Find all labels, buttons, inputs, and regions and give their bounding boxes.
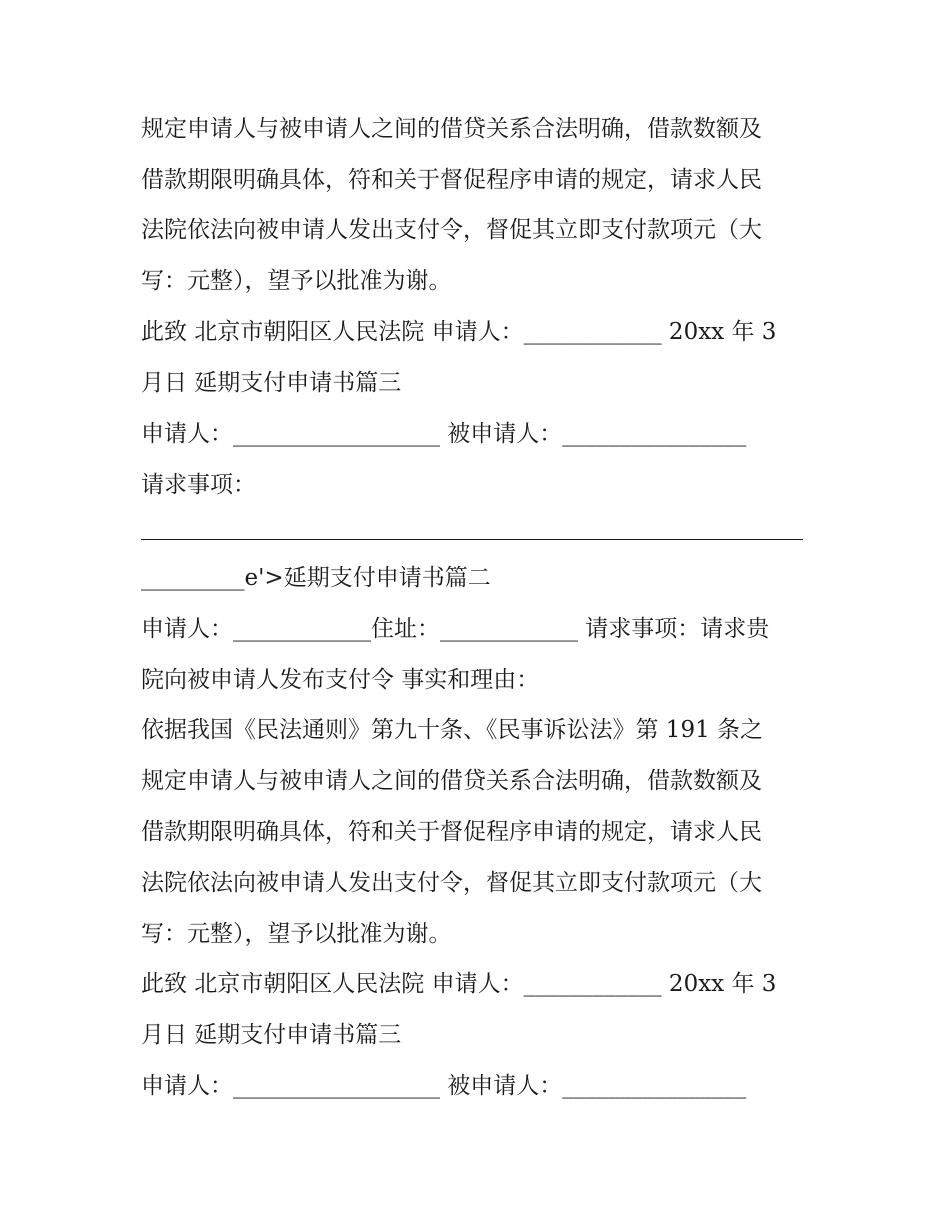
text-line-16: 写：元整），望予以批准为谢。 <box>141 921 452 947</box>
text-line-4: 写：元整），望予以批准为谢。 <box>141 268 452 294</box>
text-line-9: _________e'>延期支付申请书篇二 <box>141 565 491 591</box>
blank-rule <box>141 539 803 540</box>
text-line-3: 法院依法向被申请人发出支付令，督促其立即支付款项元（大 <box>141 217 762 243</box>
text-line-14: 借款期限明确具体，符和关于督促程序申请的规定，请求人民 <box>141 819 762 845</box>
text-line-8: 请求事项： <box>141 472 256 498</box>
text-line-18: 月日 延期支付申请书篇三 <box>141 1022 402 1048</box>
text-line-15: 法院依法向被申请人发出支付令，督促其立即支付款项元（大 <box>141 870 762 896</box>
text-line-5: 此致 北京市朝阳区人民法院 申请人：____________ 20xx 年 3 <box>141 319 777 345</box>
text-line-11: 院向被申请人发布支付令 事实和理由： <box>141 667 540 693</box>
text-line-12: 依据我国《民法通则》第九十条、《民事诉讼法》第 191 条之 <box>141 717 764 743</box>
text-line-13: 规定申请人与被申请人之间的借贷关系合法明确，借款数额及 <box>141 768 762 794</box>
text-line-19: 申请人：__________________ 被申请人：________________ <box>141 1073 747 1099</box>
text-line-2: 借款期限明确具体，符和关于督促程序申请的规定，请求人民 <box>141 167 762 193</box>
text-line-7: 申请人：__________________ 被申请人：________________ <box>141 421 747 447</box>
text-line-10: 申请人：____________住址：____________ 请求事项：请求贵 <box>141 616 770 642</box>
text-line-1: 规定申请人与被申请人之间的借贷关系合法明确，借款数额及 <box>141 116 762 142</box>
text-line-17: 此致 北京市朝阳区人民法院 申请人：____________ 20xx 年 3 <box>141 971 777 997</box>
text-line-6: 月日 延期支付申请书篇三 <box>141 370 402 396</box>
